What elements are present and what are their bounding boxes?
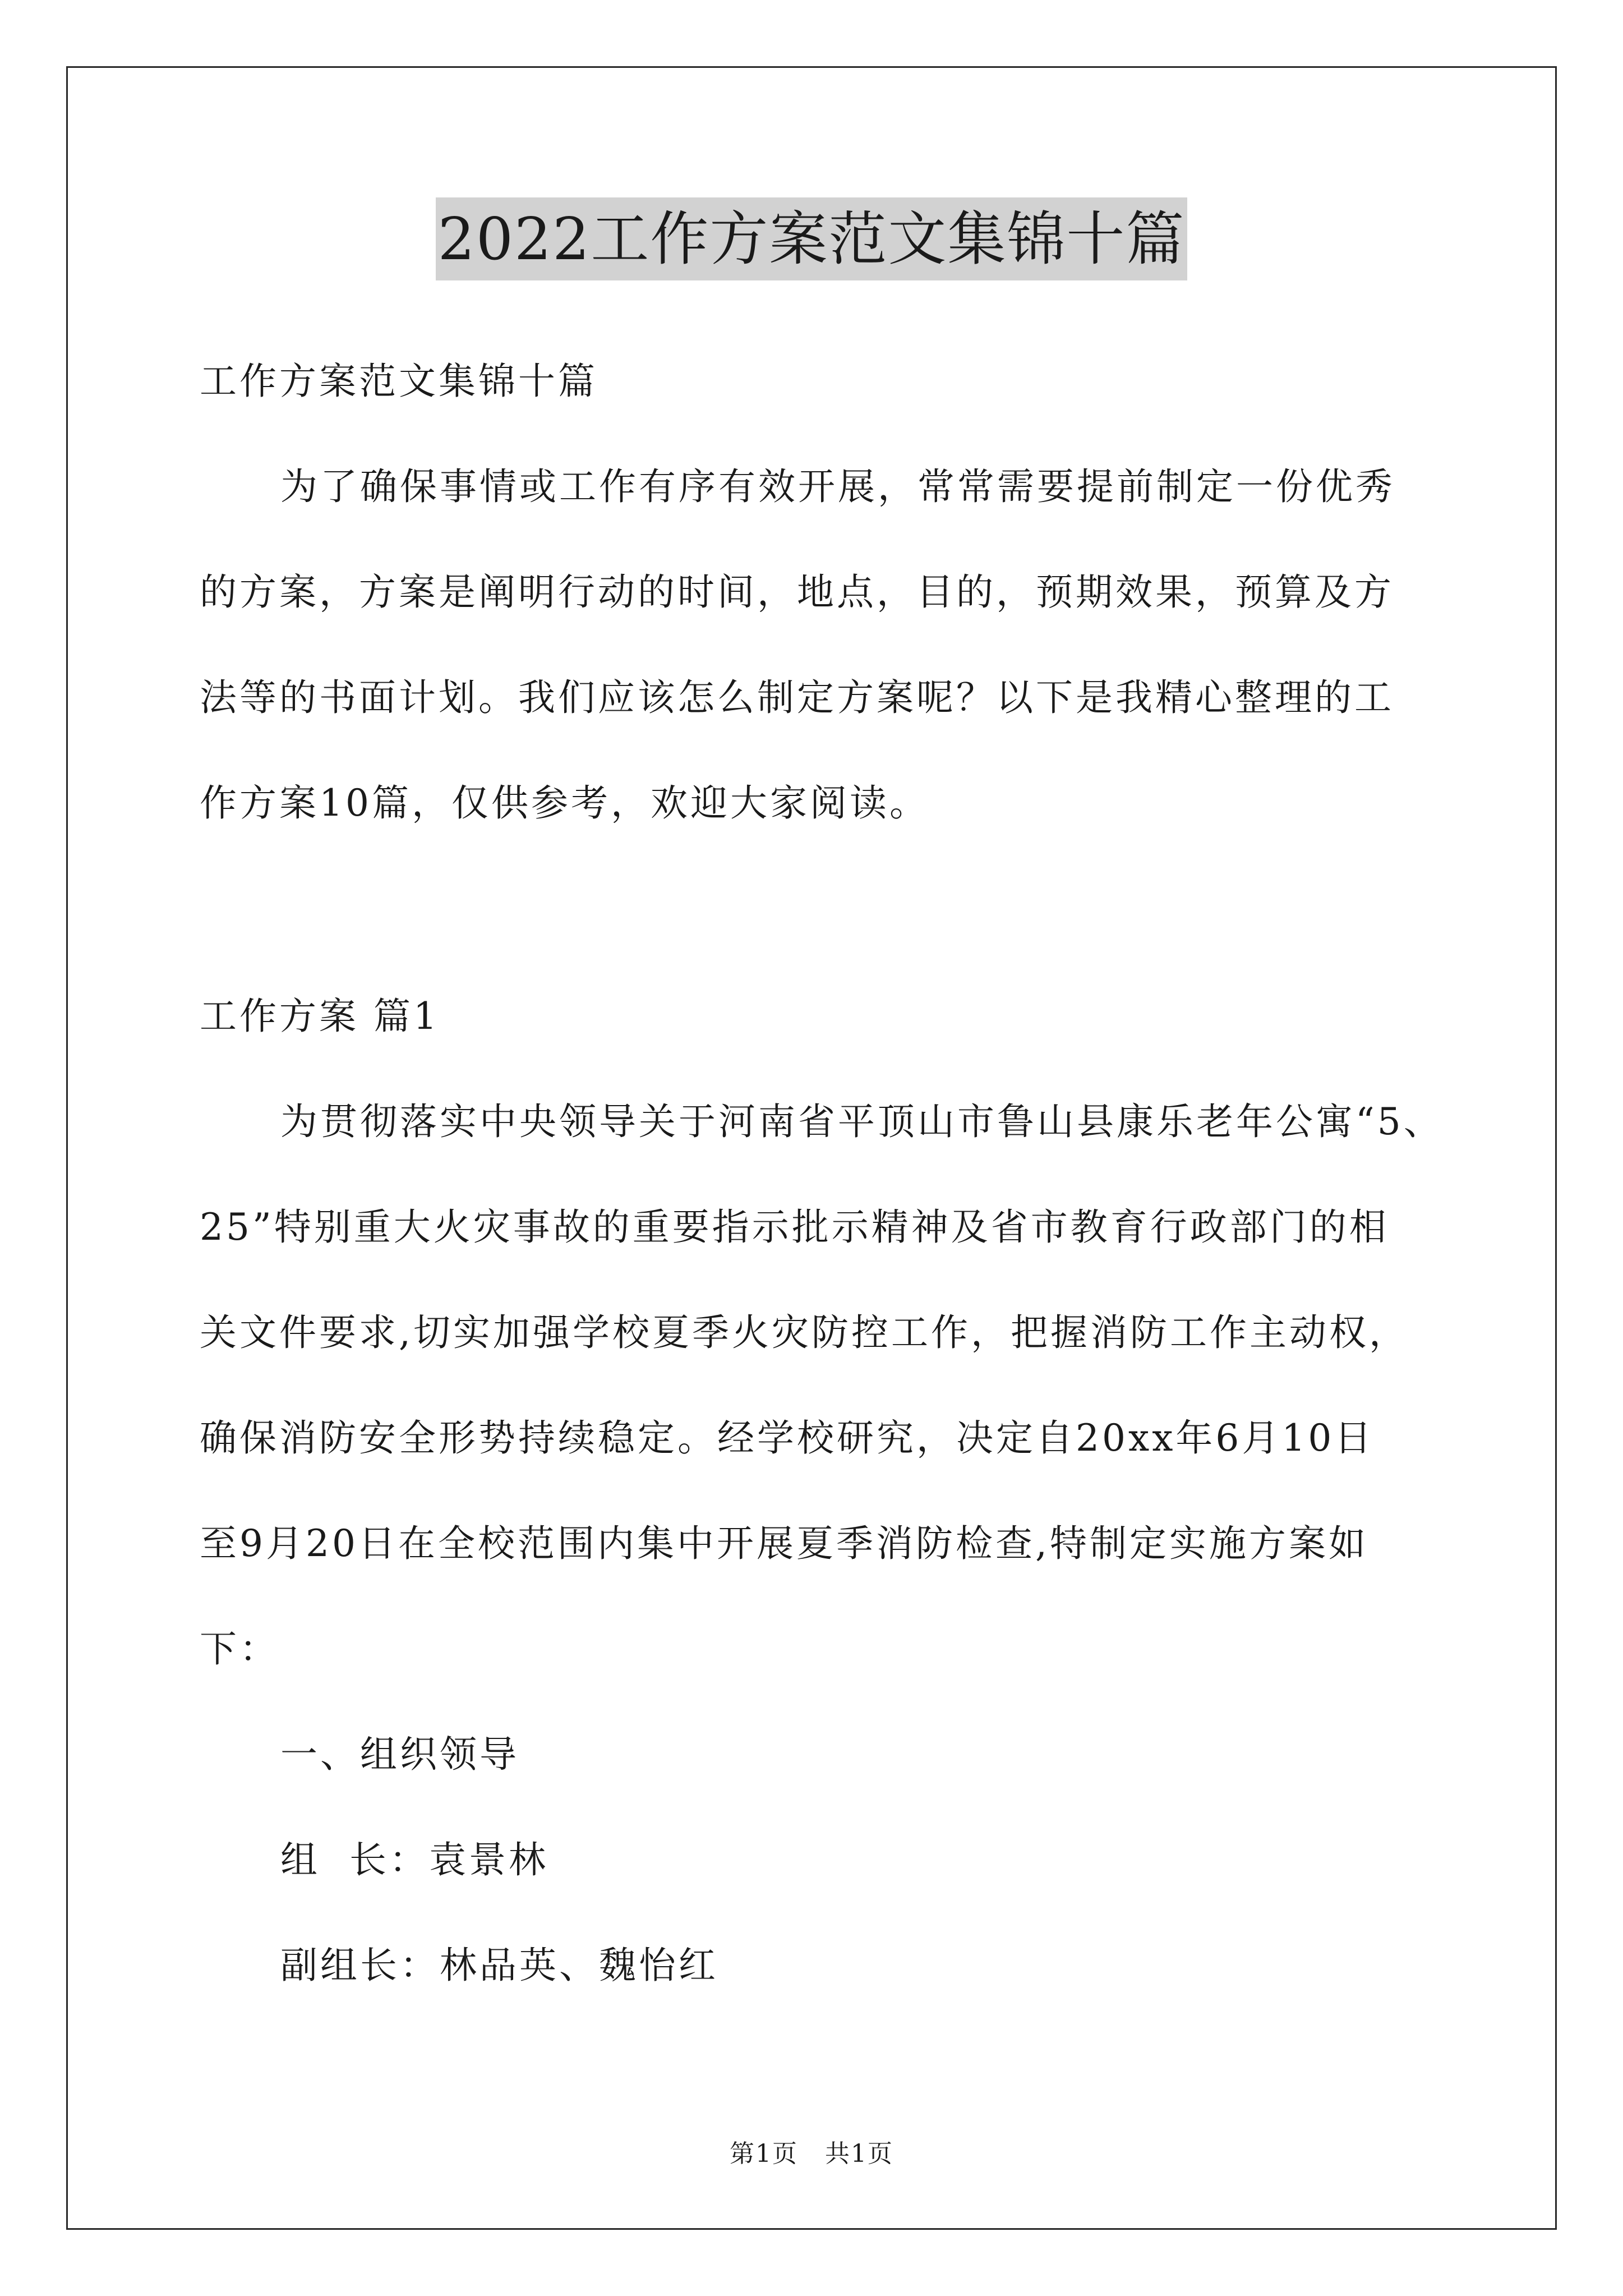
title-container bbox=[0, 197, 1623, 280]
intro-line-4: 作方案10篇，仅供参考，欢迎大家阅读。 bbox=[200, 781, 929, 825]
page-footer: 第1页 共1页 bbox=[730, 2139, 893, 2168]
section-line-5: 至9月20日在全校范围内集中开展夏季消防检查,特制定实施方案如 bbox=[200, 1522, 1368, 1565]
intro-line-3: 法等的书面计划。我们应该怎么制定方案呢？以下是我精心整理的工 bbox=[200, 676, 1394, 719]
intro-line-1: 为了确保事情或工作有序有效开展，常常需要提前制定一份优秀 bbox=[280, 465, 1395, 508]
section-line-6: 下： bbox=[200, 1627, 279, 1671]
section-line-1: 为贯彻落实中央领导关于河南省平顶山市鲁山县康乐老年公寓“5、 bbox=[280, 1100, 1444, 1143]
document-title: 2022工作方案范文集锦十篇 bbox=[436, 197, 1188, 280]
deputy-leader-line: 副组长：林品英、魏怡红 bbox=[280, 1944, 718, 1987]
section-line-2: 25”特别重大火灾事故的重要指示批示精神及省市教育行政部门的相 bbox=[200, 1205, 1389, 1249]
intro-line-2: 的方案，方案是阐明行动的时间，地点，目的，预期效果，预算及方 bbox=[200, 570, 1394, 614]
document-subtitle: 工作方案范文集锦十篇 bbox=[200, 360, 598, 403]
section-line-4: 确保消防安全形势持续稳定。经学校研究，决定自20xx年6月10日 bbox=[200, 1416, 1375, 1460]
leader-line: 组 长：袁景林 bbox=[280, 1838, 548, 1881]
org-heading: 一、组织领导 bbox=[280, 1733, 519, 1776]
section-heading: 工作方案 篇1 bbox=[200, 995, 440, 1038]
section-line-3: 关文件要求,切实加强学校夏季火灾防控工作，把握消防工作主动权， bbox=[200, 1311, 1409, 1354]
